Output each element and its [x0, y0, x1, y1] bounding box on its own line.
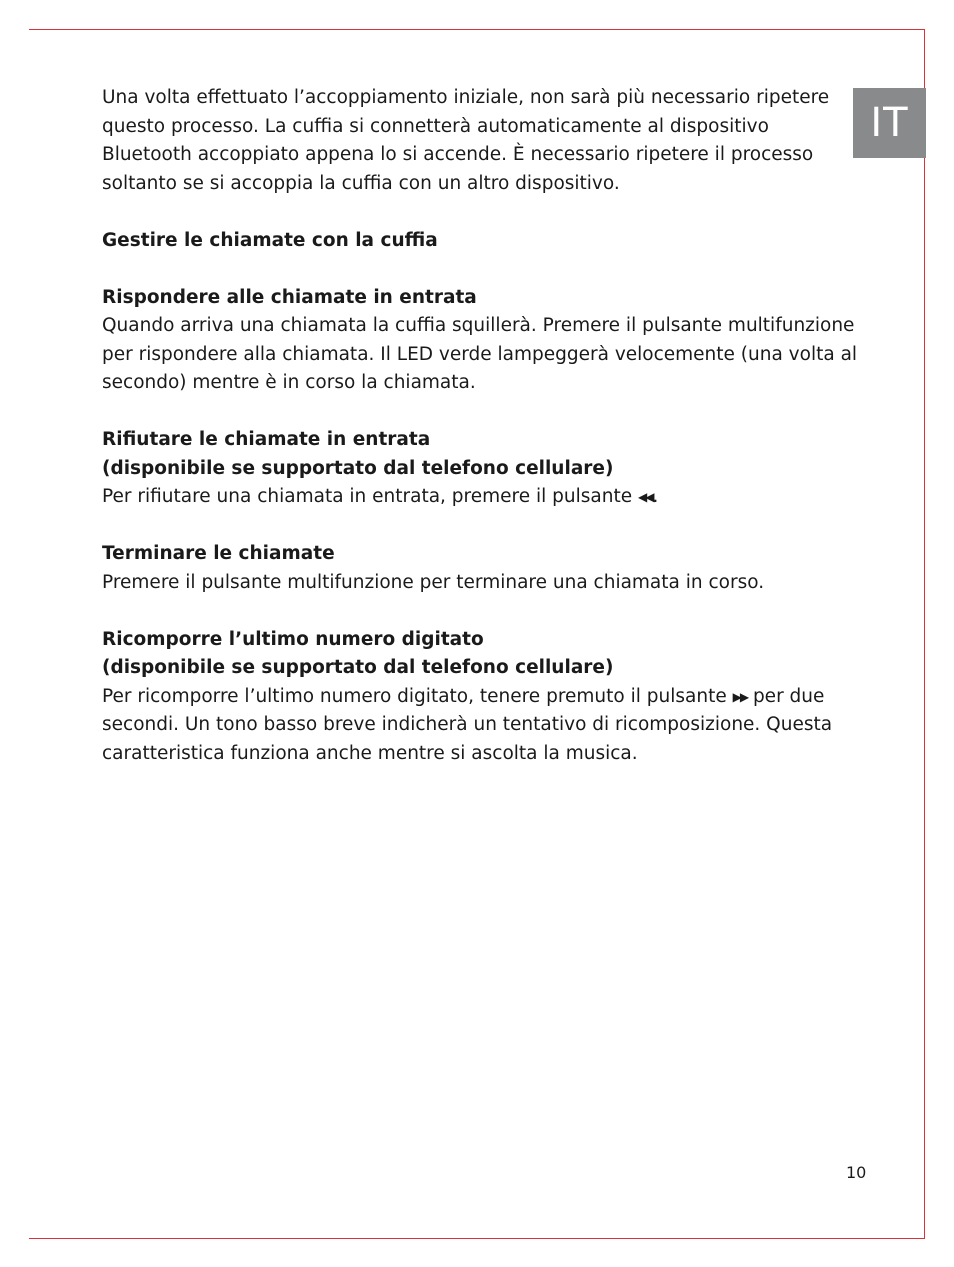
section-body-text: .: [652, 486, 659, 507]
section-heading: Ricomporre l’ultimo numero digitato: [102, 628, 484, 650]
section-answer-calls: [102, 284, 862, 398]
page-border-right: [924, 29, 925, 1239]
page-number: 10: [846, 1163, 867, 1182]
section-body: Quando arriva una chiamata la cuffia squillerà. Premere il pulsante multifunzione per rispondere alla chiamata. Il LED verde lampeggerà velocemente (una volta al secondo) mentre è in corso la chiamata.: [102, 315, 858, 393]
section-subheading: (disponibile se supportato dal telefono cellulare): [102, 457, 614, 479]
section-redial: [102, 626, 862, 769]
section-body: [102, 683, 862, 769]
page-border-bottom: [29, 1238, 925, 1239]
spacer: [102, 198, 862, 227]
section-body: Premere il pulsante multifunzione per terminare una chiamata in corso.: [102, 571, 765, 593]
main-heading: Gestire le chiamate con la cuffia: [102, 229, 438, 251]
section-body-text: Per ricomporre l’ultimo numero digitato, tenere premuto il pulsante: [102, 685, 733, 707]
page-content: [102, 84, 862, 768]
section-end-calls: [102, 540, 862, 597]
spacer: [102, 398, 862, 427]
spacer: [102, 512, 862, 541]
spacer: [102, 255, 862, 284]
section-body-text: Per rifiutare una chiamata in entrata, premere il pulsante: [102, 486, 638, 507]
spacer: [102, 597, 862, 626]
section-heading: Rifiutare le chiamate in entrata: [102, 429, 431, 450]
section-heading: Rispondere alle chiamate in entrata: [102, 286, 477, 308]
section-heading: Terminare le chiamate: [102, 543, 335, 564]
section-body: [102, 483, 862, 512]
intro-paragraph: Una volta effettuato l’accoppiamento iniziale, non sarà più necessario ripetere questo processo. La cuffia si connetterà automaticamente al dispositivo Bluetooth accoppiato appena lo si accende. È necessario ripetere il processo soltanto se si accoppia la cuffia con un altro dispositivo.: [102, 87, 830, 194]
page-border-top: [29, 29, 925, 30]
section-body-text: per due secondi. Un tono basso breve indicherà un tentativo di ricomposizione. Questa caratteristica funziona anche mentre si ascolta la musica.: [102, 685, 833, 764]
section-reject-calls: [102, 426, 862, 512]
language-tab: IT: [853, 88, 926, 158]
rewind-icon: ◀◀: [638, 490, 653, 504]
section-subheading: (disponibile se supportato dal telefono cellulare): [102, 657, 614, 678]
fast-forward-icon: ▶▶: [732, 689, 748, 704]
